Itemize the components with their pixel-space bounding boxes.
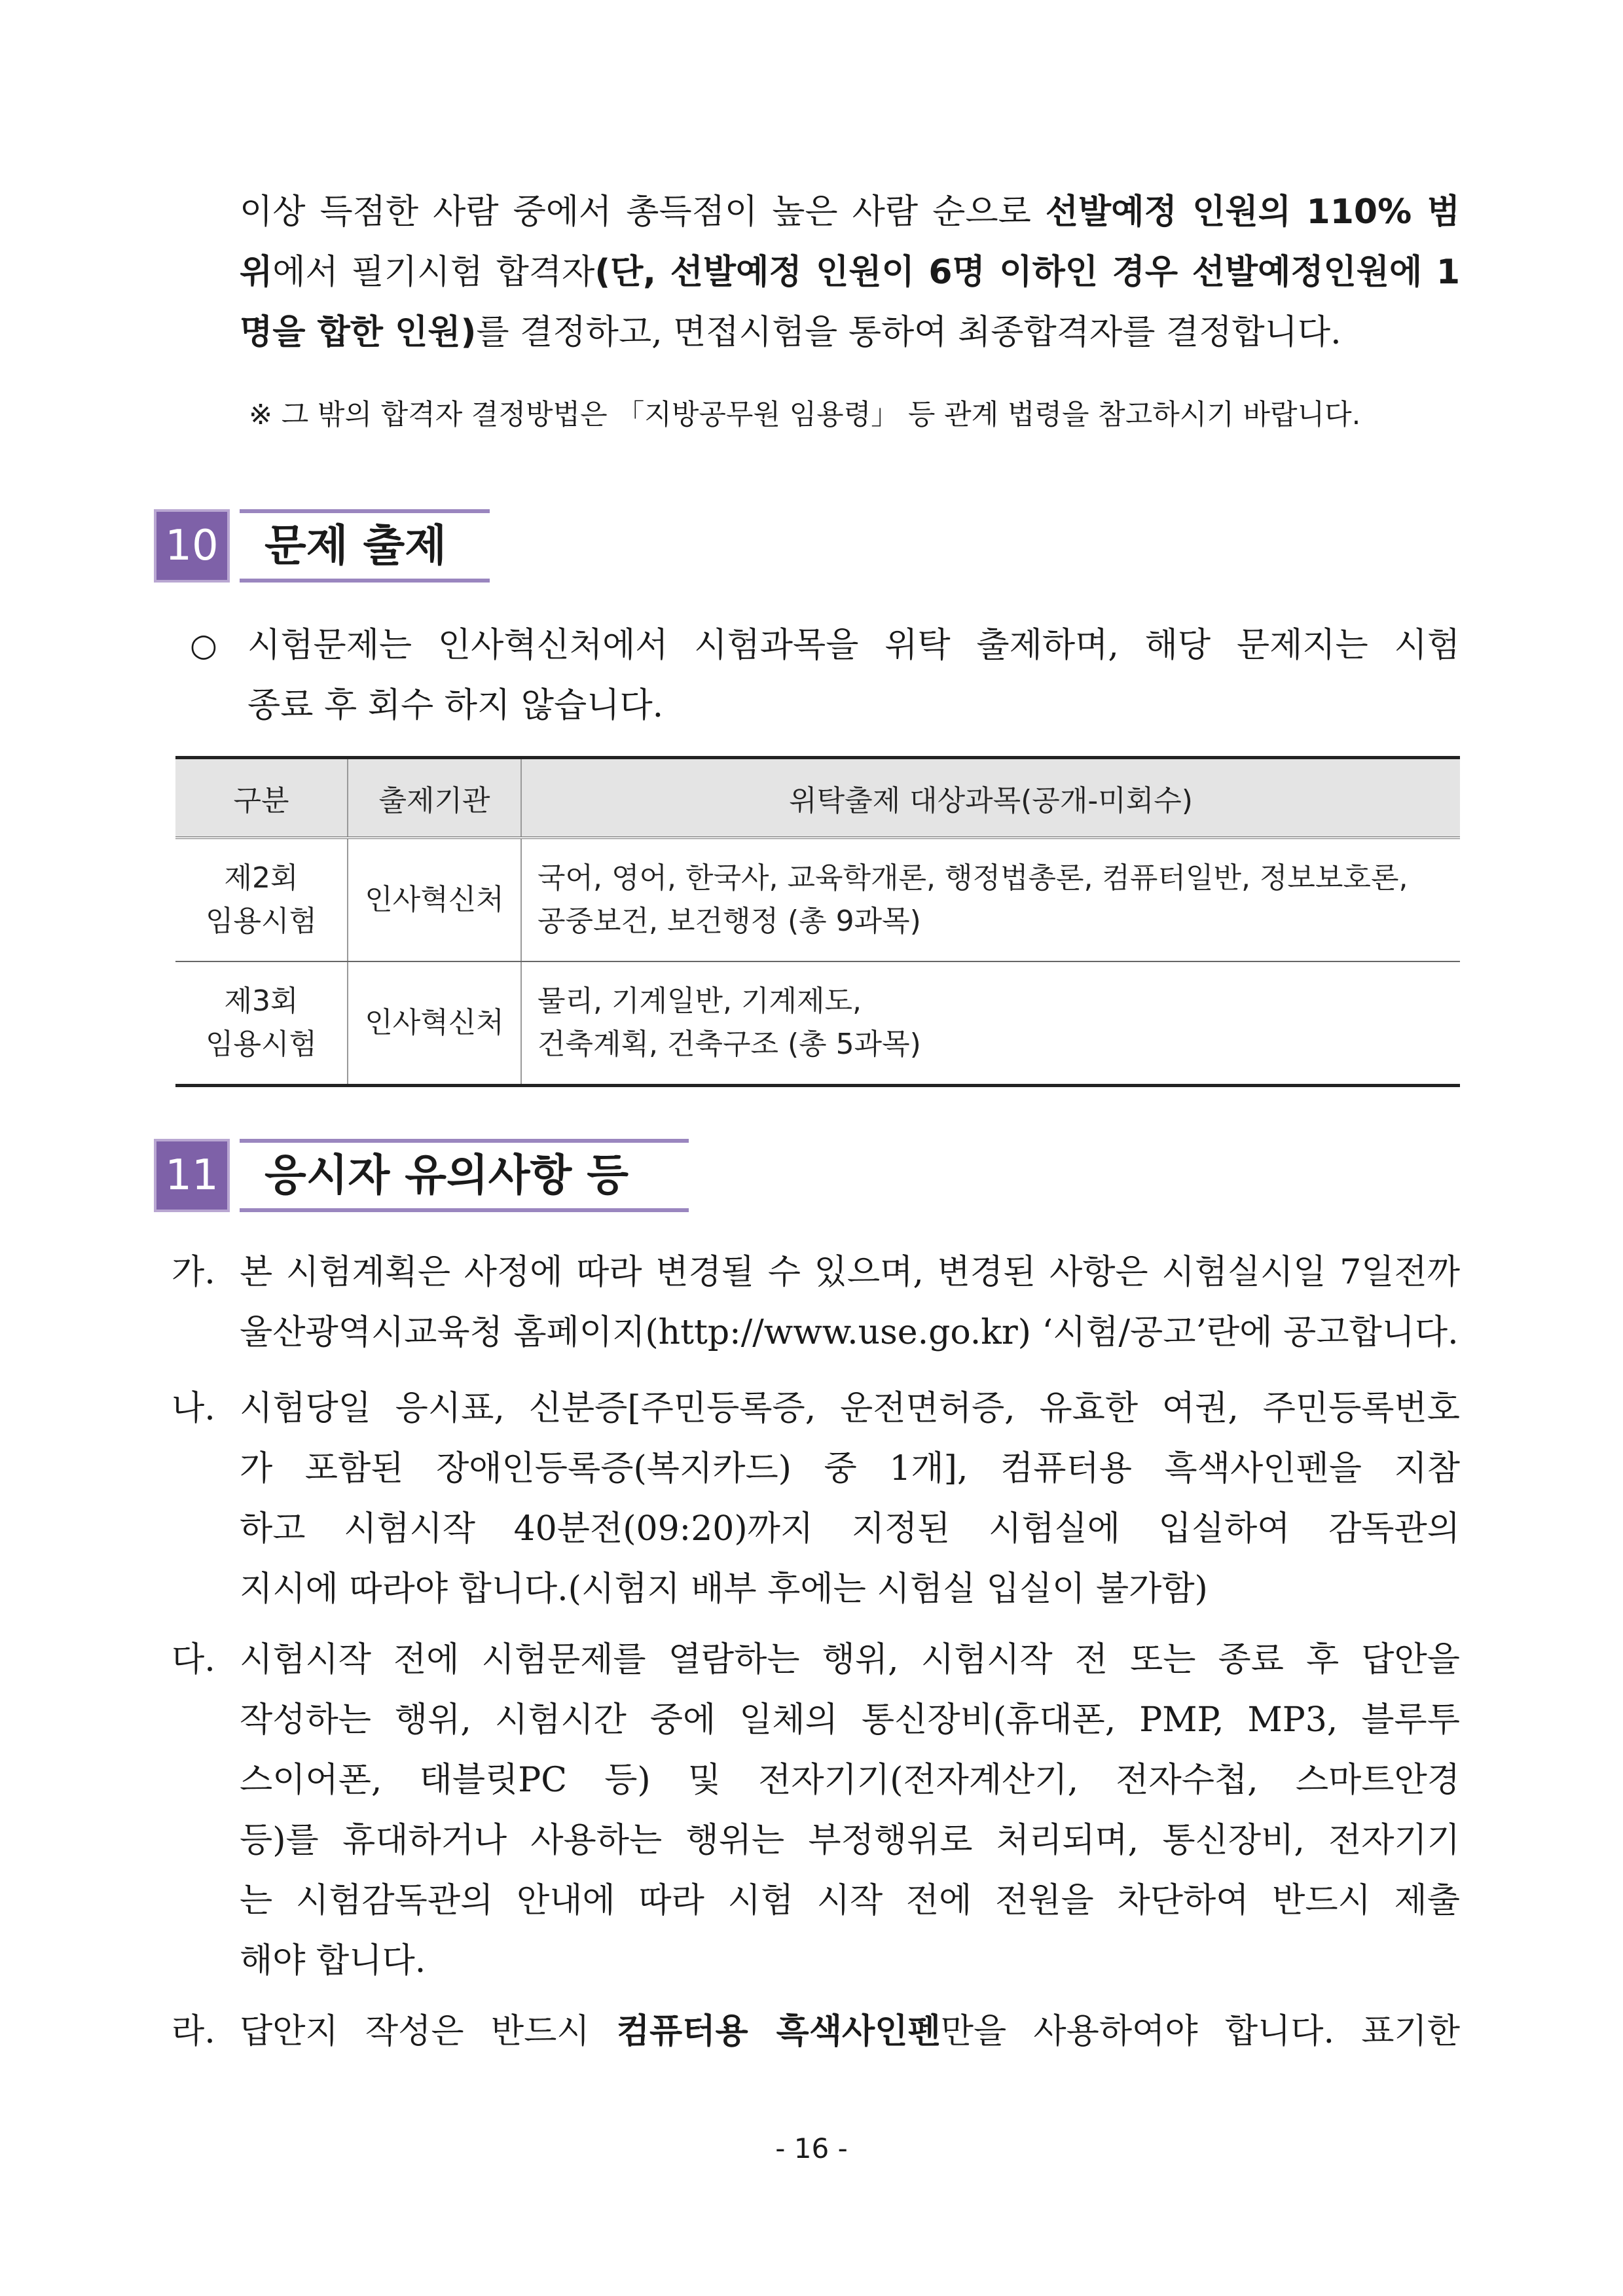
- table-row: [175, 838, 1460, 961]
- notice-item-da: [172, 1630, 1460, 1991]
- section-11-title: 응시자 유의사항 등: [240, 1139, 689, 1212]
- table-header-cell: 구분: [175, 758, 348, 838]
- exam-label: 임용시험: [205, 1028, 317, 1061]
- intro-line1-text: 이상 득점한 사람 중에서 총득점이 높은 사람 순으로: [240, 192, 1046, 232]
- intro-note: ※ 그 밖의 합격자 결정방법은 「지방공무원 임용령」 등 관계 법령을 참고하시기 바랍니다.: [249, 399, 1361, 431]
- notice-item-na: [172, 1378, 1460, 1619]
- exam-cell: [175, 838, 348, 961]
- item-line: 가 포함된 장애인등록증(복지카드) 중 1개], 컴퓨터용 흑색사인펜을 지참: [240, 1449, 1460, 1488]
- intro-line-3: [240, 302, 1460, 363]
- section-10-bullet-paragraph: [190, 615, 1460, 736]
- item-marker: 가.: [172, 1253, 215, 1292]
- notice-item-ra: [172, 2001, 1460, 2062]
- intro-line3-bold: 명을 합한 인원): [240, 313, 477, 352]
- item-line: 울산광역시교육청 홈페이지(http://www.use.go.kr) ‘시험/공고’란에 공고합니다.: [240, 1313, 1459, 1352]
- intro-paragraph: [240, 182, 1460, 363]
- item-line: 해야 합니다.: [240, 1941, 426, 1981]
- item-line: 등)를 휴대하거나 사용하는 행위는 부정행위로 처리되며, 통신장비, 전자기기: [240, 1821, 1460, 1860]
- subjects-table: [175, 756, 1460, 1087]
- table-header-row: [175, 758, 1460, 838]
- subjects-line-1: 물리, 기계일반, 기계제도,: [538, 984, 862, 1018]
- agency-cell: 인사혁신처: [348, 838, 521, 961]
- item-line: 시험시작 전에 시험문제를 열람하는 행위, 시험시작 전 또는 종료 후 답안을: [240, 1640, 1460, 1679]
- page-number: - 16 -: [775, 2132, 848, 2164]
- section-11-number: 11: [154, 1139, 230, 1212]
- exam-label: 임용시험: [205, 905, 317, 938]
- table-header-cell: 출제기관: [348, 758, 521, 838]
- item-marker: 라.: [172, 2012, 215, 2051]
- table-header-cell: 위탁출제 대상과목(공개-미회수): [521, 758, 1460, 838]
- table-row: [175, 961, 1460, 1086]
- item-line: 본 시험계획은 사정에 따라 변경될 수 있으며, 변경된 사항은 시험실시일 7일전까: [240, 1253, 1460, 1292]
- intro-line2-bold-c: (단, 선발예정 인원이 6명 이하인 경우 선발예정인원에 1: [594, 253, 1460, 292]
- subjects-cell: [521, 838, 1460, 961]
- notice-item-ga: [172, 1242, 1460, 1363]
- subjects-line-2: 건축계획, 건축구조 (총 5과목): [538, 1028, 921, 1061]
- exam-cell: [175, 961, 348, 1086]
- item-line: [240, 2001, 1460, 2062]
- intro-line-2: [240, 242, 1460, 302]
- agency-cell: 인사혁신처: [348, 961, 521, 1086]
- item-line: 는 시험감독관의 안내에 따라 시험 시작 전에 전원을 차단하여 반드시 제출: [240, 1881, 1460, 1920]
- item-marker: 나.: [172, 1389, 215, 1428]
- intro-line2-text: 에서 필기시험 합격자: [272, 253, 595, 292]
- item-line: 스이어폰, 태블릿PC 등) 및 전자기기(전자계산기, 전자수첩, 스마트안경: [240, 1761, 1460, 1800]
- subjects-line-1: 국어, 영어, 한국사, 교육학개론, 행정법총론, 컴퓨터일반, 정보보호론,: [538, 861, 1408, 895]
- item-text: 만을 사용하여야 합니다. 표기한: [940, 2012, 1460, 2051]
- section-10-number: 10: [154, 509, 230, 583]
- item-bold-text: 컴퓨터용 흑색사인펜: [616, 2012, 941, 2051]
- item-text: 답안지 작성은 반드시: [240, 2012, 617, 2051]
- item-marker: 다.: [172, 1640, 215, 1679]
- intro-line2-bold-a: 위: [240, 253, 273, 292]
- subjects-line-2: 공중보건, 보건행정 (총 9과목): [538, 905, 921, 938]
- intro-line-1: [240, 182, 1460, 242]
- item-line: 하고 시험시작 40분전(09:20)까지 지정된 시험실에 입실하여 감독관의: [240, 1509, 1460, 1549]
- exam-round: 제2회: [224, 861, 299, 895]
- exam-round: 제3회: [224, 984, 299, 1018]
- subjects-cell: [521, 961, 1460, 1086]
- section-10-line-1: 시험문제는 인사혁신처에서 시험과목을 위탁 출제하며, 해당 문제지는 시험: [247, 626, 1460, 665]
- item-line: 작성하는 행위, 시험시간 중에 일체의 통신장비(휴대폰, PMP, MP3, 블루투: [240, 1700, 1460, 1740]
- intro-line1-bold: 선발예정 인원의 110% 범: [1045, 192, 1460, 232]
- bullet-circle-icon: ○: [190, 627, 217, 664]
- section-10-title: 문제 출제: [240, 509, 490, 583]
- intro-line3-text: 를 결정하고, 면접시험을 통하여 최종합격자를 결정합니다.: [476, 313, 1341, 352]
- section-10-line-2: 종료 후 회수 하지 않습니다.: [247, 686, 664, 725]
- item-line: 시험당일 응시표, 신분증[주민등록증, 운전면허증, 유효한 여권, 주민등록번호: [240, 1389, 1460, 1428]
- item-line: 지시에 따라야 합니다.(시험지 배부 후에는 시험실 입실이 불가함): [240, 1570, 1208, 1609]
